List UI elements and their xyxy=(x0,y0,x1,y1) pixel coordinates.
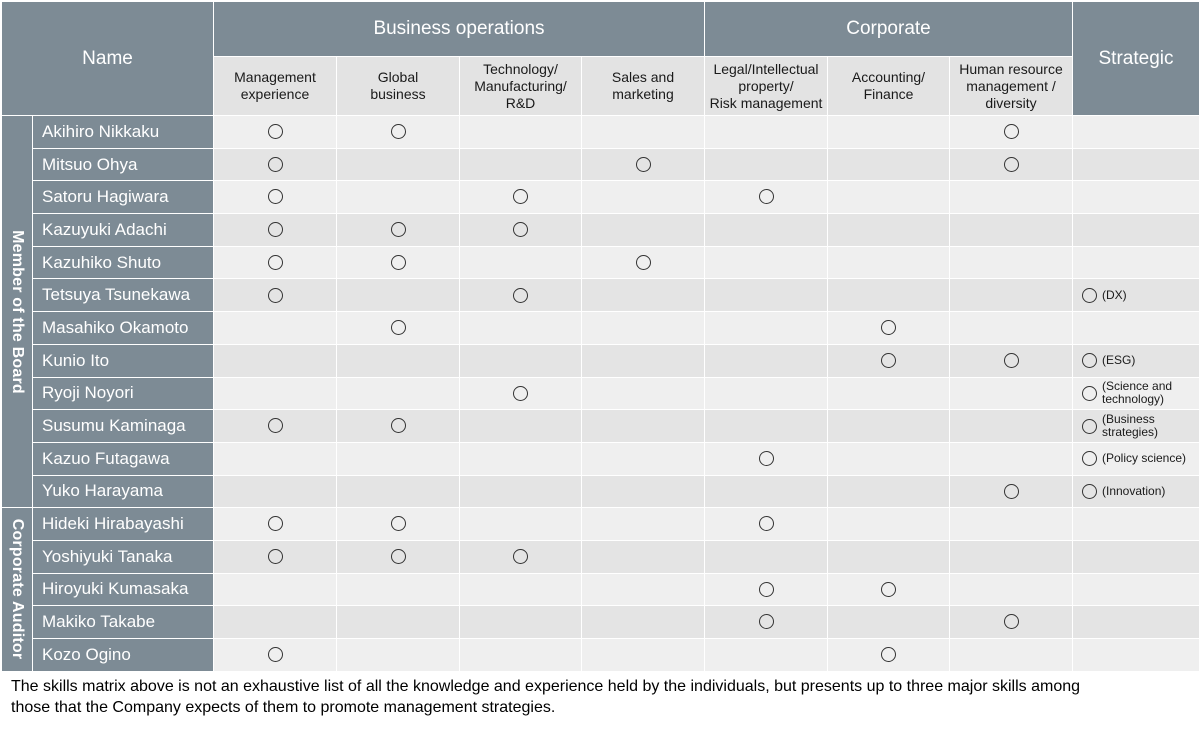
skill-cell xyxy=(582,540,705,573)
skill-cell xyxy=(214,442,337,475)
row-group-label: Corporate Auditor xyxy=(9,519,26,660)
strategic-cell xyxy=(1073,540,1200,573)
table-row xyxy=(2,410,1200,443)
skill-cell xyxy=(828,573,950,606)
person-name: Hiroyuki Kumasaka xyxy=(33,573,214,606)
footnote: The skills matrix above is not an exhaustive list of all the knowledge and experience held by the individuals, but presents up to three major skills among those that the Company expects of them to promote management strategies. xyxy=(11,678,1081,716)
circle-mark-icon xyxy=(1082,419,1097,434)
circle-mark-icon xyxy=(1004,614,1019,629)
skill-cell xyxy=(214,475,337,508)
circle-mark-icon xyxy=(881,582,896,597)
skill-cell xyxy=(214,214,337,247)
strategic-cell xyxy=(1073,344,1200,377)
skill-cell xyxy=(828,639,950,672)
skill-cell xyxy=(460,475,582,508)
skill-cell xyxy=(705,344,828,377)
skill-cell xyxy=(214,246,337,279)
circle-mark-icon xyxy=(1082,484,1097,499)
skill-cell xyxy=(460,377,582,410)
circle-mark-icon xyxy=(513,288,528,303)
person-name: Susumu Kaminaga xyxy=(33,410,214,443)
skill-cell xyxy=(950,475,1073,508)
skill-cell xyxy=(337,639,460,672)
strategic-cell xyxy=(1073,442,1200,475)
table-row xyxy=(2,540,1200,573)
row-group-cell xyxy=(2,508,33,671)
circle-mark-icon xyxy=(391,418,406,433)
circle-mark-icon xyxy=(268,647,283,662)
skill-cell xyxy=(582,606,705,639)
person-name: Kozo Ogino xyxy=(33,639,214,672)
skill-cell xyxy=(950,312,1073,345)
skill-cell xyxy=(828,410,950,443)
table-row xyxy=(2,214,1200,247)
skill-cell xyxy=(705,606,828,639)
circle-mark-icon xyxy=(513,222,528,237)
person-name: Kazuo Futagawa xyxy=(33,442,214,475)
table-row xyxy=(2,344,1200,377)
table-row xyxy=(2,573,1200,606)
skill-cell xyxy=(337,214,460,247)
skill-cell xyxy=(337,181,460,214)
skill-cell xyxy=(705,442,828,475)
skill-cell xyxy=(582,246,705,279)
skill-cell xyxy=(582,442,705,475)
circle-mark-icon xyxy=(1004,157,1019,172)
circle-mark-icon xyxy=(268,189,283,204)
skill-column-header: Accounting/ Finance xyxy=(828,57,950,116)
strategic-cell xyxy=(1073,116,1200,149)
skill-cell xyxy=(828,246,950,279)
skill-cell xyxy=(950,606,1073,639)
circle-mark-icon xyxy=(759,516,774,531)
skill-cell xyxy=(214,312,337,345)
strategic-note: (Policy science) xyxy=(1102,451,1187,466)
strategic-note: (Science and technology) xyxy=(1102,379,1173,407)
person-name: Akihiro Nikkaku xyxy=(33,116,214,149)
circle-mark-icon xyxy=(1082,451,1097,466)
skill-cell xyxy=(705,214,828,247)
skill-cell xyxy=(460,573,582,606)
person-name: Ryoji Noyori xyxy=(33,377,214,410)
skill-cell xyxy=(950,116,1073,149)
skill-cell xyxy=(460,540,582,573)
strategic-cell xyxy=(1073,312,1200,345)
circle-mark-icon xyxy=(1004,484,1019,499)
skill-cell xyxy=(828,279,950,312)
skill-cell xyxy=(214,508,337,541)
skill-cell xyxy=(214,606,337,639)
skill-cell xyxy=(950,181,1073,214)
circle-mark-icon xyxy=(513,386,528,401)
circle-mark-icon xyxy=(881,320,896,335)
skill-cell xyxy=(950,573,1073,606)
skill-cell xyxy=(828,475,950,508)
skill-cell xyxy=(705,475,828,508)
circle-mark-icon xyxy=(391,255,406,270)
circle-mark-icon xyxy=(391,124,406,139)
skill-cell xyxy=(460,508,582,541)
skill-cell xyxy=(460,442,582,475)
skill-cell xyxy=(460,606,582,639)
person-name: Yoshiyuki Tanaka xyxy=(33,540,214,573)
skill-cell xyxy=(950,148,1073,181)
person-name: Yuko Harayama xyxy=(33,475,214,508)
skill-cell xyxy=(828,540,950,573)
skill-cell xyxy=(828,214,950,247)
circle-mark-icon xyxy=(268,222,283,237)
skill-cell xyxy=(828,148,950,181)
table-row xyxy=(2,508,1200,541)
skill-column-header: Sales and marketing xyxy=(582,57,705,116)
skill-cell xyxy=(337,442,460,475)
skill-cell xyxy=(337,540,460,573)
skill-cell xyxy=(214,181,337,214)
strategic-note: (Business strategies) xyxy=(1102,412,1159,440)
skill-cell xyxy=(337,573,460,606)
skill-cell xyxy=(460,246,582,279)
skill-cell xyxy=(705,639,828,672)
person-name: Satoru Hagiwara xyxy=(33,181,214,214)
circle-mark-icon xyxy=(268,516,283,531)
strategic-cell xyxy=(1073,279,1200,312)
skill-cell xyxy=(214,540,337,573)
skill-cell xyxy=(460,214,582,247)
table-row xyxy=(2,246,1200,279)
skill-cell xyxy=(582,377,705,410)
skill-cell xyxy=(460,410,582,443)
skill-cell xyxy=(950,639,1073,672)
skill-cell xyxy=(582,214,705,247)
skill-cell xyxy=(705,410,828,443)
skill-cell xyxy=(337,344,460,377)
person-name: Kazuhiko Shuto xyxy=(33,246,214,279)
strategic-cell xyxy=(1073,181,1200,214)
skill-cell xyxy=(214,639,337,672)
skill-column-header: Management experience xyxy=(214,57,337,116)
skill-cell xyxy=(705,377,828,410)
skill-cell xyxy=(828,344,950,377)
skill-cell xyxy=(950,344,1073,377)
skill-cell xyxy=(214,410,337,443)
skill-cell xyxy=(950,246,1073,279)
circle-mark-icon xyxy=(759,189,774,204)
strategic-cell xyxy=(1073,475,1200,508)
skill-cell xyxy=(582,573,705,606)
skill-cell xyxy=(582,344,705,377)
person-name: Makiko Takabe xyxy=(33,606,214,639)
strategic-cell xyxy=(1073,214,1200,247)
skill-cell xyxy=(705,540,828,573)
skill-cell xyxy=(460,344,582,377)
skill-cell xyxy=(828,606,950,639)
skill-cell xyxy=(705,508,828,541)
circle-mark-icon xyxy=(759,582,774,597)
table-row xyxy=(2,442,1200,475)
matrix-body xyxy=(2,116,1200,672)
skill-cell xyxy=(337,410,460,443)
table-row xyxy=(2,606,1200,639)
circle-mark-icon xyxy=(881,647,896,662)
skill-cell xyxy=(828,116,950,149)
circle-mark-icon xyxy=(636,157,651,172)
strategic-note: (ESG) xyxy=(1102,353,1136,368)
strategic-cell xyxy=(1073,148,1200,181)
skill-cell xyxy=(950,508,1073,541)
skill-cell xyxy=(337,279,460,312)
strategic-note: (DX) xyxy=(1102,287,1127,302)
skill-cell xyxy=(705,312,828,345)
skill-cell xyxy=(950,442,1073,475)
strategic-cell xyxy=(1073,377,1200,410)
skill-cell xyxy=(460,116,582,149)
skill-cell xyxy=(705,148,828,181)
skill-cell xyxy=(460,148,582,181)
skill-cell xyxy=(337,312,460,345)
circle-mark-icon xyxy=(513,189,528,204)
skill-cell xyxy=(582,475,705,508)
table-row xyxy=(2,639,1200,672)
skill-cell xyxy=(950,377,1073,410)
circle-mark-icon xyxy=(391,222,406,237)
circle-mark-icon xyxy=(391,549,406,564)
circle-mark-icon xyxy=(881,353,896,368)
strategic-cell xyxy=(1073,639,1200,672)
skill-column-header: Legal/Intellectual property/ Risk management xyxy=(705,57,828,116)
circle-mark-icon xyxy=(513,549,528,564)
circle-mark-icon xyxy=(1082,386,1097,401)
table-row xyxy=(2,279,1200,312)
skill-cell xyxy=(828,442,950,475)
skill-cell xyxy=(582,639,705,672)
skill-cell xyxy=(705,279,828,312)
strategic-cell xyxy=(1073,410,1200,443)
table-row xyxy=(2,377,1200,410)
corporate-header: Corporate xyxy=(705,2,1073,57)
strategic-cell xyxy=(1073,508,1200,541)
skill-column-header: Global business xyxy=(337,57,460,116)
circle-mark-icon xyxy=(1004,353,1019,368)
skill-cell xyxy=(705,181,828,214)
skill-cell xyxy=(582,279,705,312)
person-name: Kunio Ito xyxy=(33,344,214,377)
strategic-note: (Innovation) xyxy=(1102,483,1166,498)
row-group-cell xyxy=(2,116,33,508)
skill-cell xyxy=(950,279,1073,312)
table-row xyxy=(2,116,1200,149)
skill-cell xyxy=(705,116,828,149)
business-operations-header: Business operations xyxy=(214,2,705,57)
skill-cell xyxy=(337,148,460,181)
skill-cell xyxy=(828,312,950,345)
circle-mark-icon xyxy=(268,124,283,139)
skill-cell xyxy=(337,116,460,149)
strategic-header: Strategic xyxy=(1073,2,1200,116)
table-row xyxy=(2,148,1200,181)
skill-column-header: Human resource management / diversity xyxy=(950,57,1073,116)
person-name: Kazuyuki Adachi xyxy=(33,214,214,247)
person-name: Masahiko Okamoto xyxy=(33,312,214,345)
skill-cell xyxy=(460,279,582,312)
row-group-label: Member of the Board xyxy=(9,229,26,394)
skill-cell xyxy=(214,116,337,149)
skill-cell xyxy=(582,116,705,149)
circle-mark-icon xyxy=(759,614,774,629)
strategic-cell xyxy=(1073,606,1200,639)
circle-mark-icon xyxy=(1004,124,1019,139)
skill-cell xyxy=(828,377,950,410)
circle-mark-icon xyxy=(268,418,283,433)
circle-mark-icon xyxy=(759,451,774,466)
strategic-cell xyxy=(1073,246,1200,279)
skill-cell xyxy=(214,148,337,181)
skill-cell xyxy=(337,475,460,508)
skill-cell xyxy=(582,508,705,541)
skill-cell xyxy=(950,410,1073,443)
skill-cell xyxy=(214,344,337,377)
table-row xyxy=(2,312,1200,345)
circle-mark-icon xyxy=(1082,288,1097,303)
circle-mark-icon xyxy=(268,157,283,172)
circle-mark-icon xyxy=(268,255,283,270)
skill-cell xyxy=(460,181,582,214)
skill-cell xyxy=(337,508,460,541)
skill-cell xyxy=(950,214,1073,247)
circle-mark-icon xyxy=(268,288,283,303)
skill-cell xyxy=(582,312,705,345)
skill-cell xyxy=(828,181,950,214)
skill-cell xyxy=(214,377,337,410)
skill-cell xyxy=(337,606,460,639)
person-name: Mitsuo Ohya xyxy=(33,148,214,181)
skill-cell xyxy=(582,181,705,214)
skill-cell xyxy=(460,639,582,672)
skill-cell xyxy=(828,508,950,541)
skill-cell xyxy=(214,573,337,606)
skill-cell xyxy=(460,312,582,345)
skill-cell xyxy=(705,246,828,279)
circle-mark-icon xyxy=(268,549,283,564)
circle-mark-icon xyxy=(636,255,651,270)
person-name: Hideki Hirabayashi xyxy=(33,508,214,541)
skill-cell xyxy=(705,573,828,606)
skill-cell xyxy=(337,377,460,410)
circle-mark-icon xyxy=(391,320,406,335)
table-row xyxy=(2,475,1200,508)
skill-cell xyxy=(214,279,337,312)
name-column-header: Name xyxy=(2,2,214,116)
skills-matrix-table xyxy=(1,1,1200,672)
person-name: Tetsuya Tsunekawa xyxy=(33,279,214,312)
circle-mark-icon xyxy=(1082,353,1097,368)
table-row xyxy=(2,181,1200,214)
circle-mark-icon xyxy=(391,516,406,531)
skill-cell xyxy=(582,410,705,443)
strategic-cell xyxy=(1073,573,1200,606)
skill-cell xyxy=(337,246,460,279)
skill-cell xyxy=(950,540,1073,573)
skill-cell xyxy=(582,148,705,181)
skill-column-header: Technology/ Manufacturing/ R&D xyxy=(460,57,582,116)
